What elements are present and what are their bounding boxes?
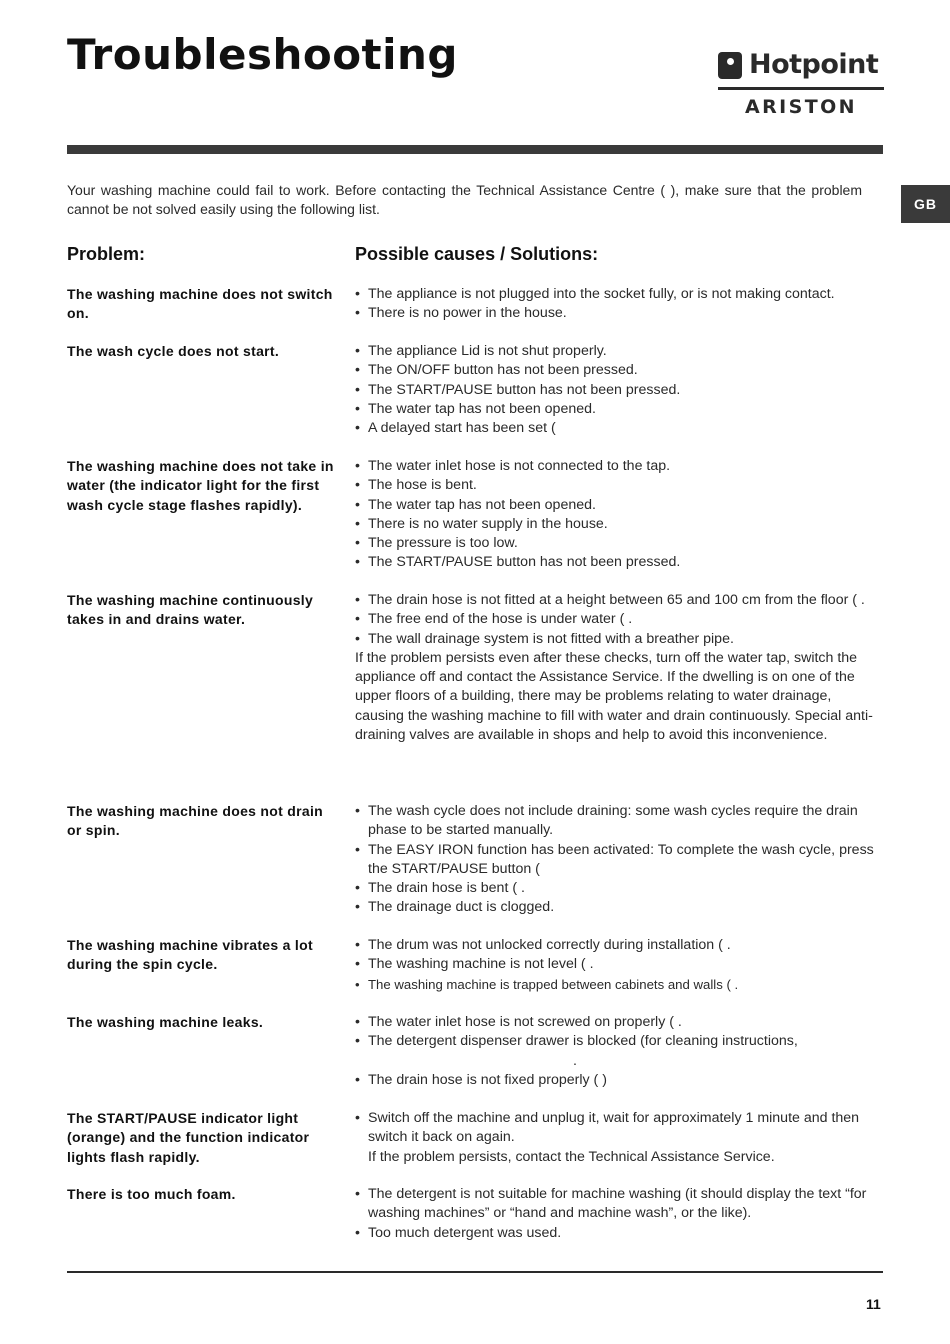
intro-text: Your washing machine could fail to work. Before contacting the Technical Assistance Centre ( ), make sure that the problem cannot be not solved easily using the following list. [67, 182, 862, 218]
solutions-list [355, 1109, 883, 1167]
problem-text: The wash cycle does not start. [67, 343, 280, 359]
solution-item: • The START/PAUSE button has not been pressed. [355, 553, 883, 572]
solution-item: • The EASY IRON function has been activated: To complete the wash cycle, press the START/PAUSE button ( [355, 841, 883, 880]
problem-text: There is too much foam. [67, 1186, 236, 1202]
solutions-list [355, 1185, 883, 1243]
solution-item: • The drainage duct is clogged. [355, 898, 883, 917]
problem-text: The washing machine does not drain or spin. [67, 803, 324, 839]
solution-item: • The START/PAUSE button has not been pressed. [355, 381, 883, 400]
solution-item: • The water inlet hose is not screwed on properly ( . [355, 1013, 883, 1032]
solutions-list [355, 1013, 883, 1090]
solution-item: • The water inlet hose is not connected to the tap. [355, 457, 883, 476]
solutions-list [355, 457, 883, 573]
solution-item: • The drum was not unlocked correctly during installation ( . [355, 936, 883, 955]
solution-item: • There is no water supply in the house. [355, 515, 883, 534]
solution-item: • The hose is bent. [355, 476, 883, 495]
solution-item: • The water tap has not been opened. [355, 496, 883, 515]
solution-continuation: . [368, 1052, 577, 1069]
solutions-list [355, 802, 883, 918]
solutions-list [355, 591, 883, 745]
brand-subname: ARISTON [745, 96, 857, 118]
solution-note: If the problem persists even after these checks, turn off the water tap, switch the appliance off and contact the Assistance Service. If the dwelling is on one of the upper floors of a building, there may be problems relating to water drainage, causing the washing machine to fill with water and drain continuously. Special anti-draining valves are available in shops and help to avoid this inconvenience. [355, 649, 873, 744]
solution-item: • The detergent is not suitable for machine washing (it should display the text “for washing machines” or “hand and machine wash”, or the like). [355, 1185, 883, 1224]
solution-item: • The pressure is too low. [355, 534, 883, 553]
solution-note: If the problem persists, contact the Technical Assistance Service. [368, 1148, 775, 1165]
solution-item: • The wall drainage system is not fitted with a breather pipe. [355, 630, 883, 649]
solution-item: • The drain hose is not fixed properly ( ) [355, 1071, 883, 1090]
solution-item: • The washing machine is trapped between cabinets and walls ( . [355, 975, 883, 994]
solution-item: • The drain hose is bent ( . [355, 879, 883, 898]
page-number: 11 [866, 1296, 881, 1312]
solution-item: • The drain hose is not fitted at a height between 65 and 100 cm from the floor ( . [355, 591, 883, 610]
header-rule [67, 145, 883, 154]
causes-column-heading: Possible causes / Solutions: [355, 244, 599, 264]
solution-item: • The water tap has not been opened. [355, 400, 883, 419]
problem-text: The START/PAUSE indicator light (orange) and the function indicator lights flash rapidly. [67, 1110, 310, 1165]
problem-text: The washing machine continuously takes in and drains water. [67, 592, 314, 628]
solution-item: • A delayed start has been set ( [355, 419, 883, 438]
problem-text: The washing machine leaks. [67, 1014, 264, 1030]
solution-item: • The appliance Lid is not shut properly. [355, 342, 883, 361]
solution-item: • The washing machine is not level ( . [355, 955, 883, 974]
solution-item: • Switch off the machine and unplug it, wait for approximately 1 minute and then switch it back on again. [355, 1109, 883, 1148]
language-tab: GB [901, 185, 950, 223]
problem-text: The washing machine does not switch on. [67, 286, 333, 322]
solution-item: • The wash cycle does not include draining: some wash cycles require the drain phase to be started manually. [355, 802, 883, 841]
hotpoint-logo-icon [718, 52, 742, 79]
brand-logo [718, 50, 884, 118]
problem-column-heading: Problem: [67, 244, 146, 264]
logo-divider [718, 87, 884, 90]
solutions-list [355, 342, 883, 438]
problem-text: The washing machine does not take in water (the indicator light for the first wash cycle stage flashes rapidly). [67, 458, 334, 513]
solution-item: • The free end of the hose is under water ( . [355, 610, 883, 629]
problem-text: The washing machine vibrates a lot during the spin cycle. [67, 937, 313, 973]
solutions-list [355, 285, 883, 324]
solution-item: • There is no power in the house. [355, 304, 883, 323]
solution-item: • The ON/OFF button has not been pressed. [355, 361, 883, 380]
solution-item: • Too much detergent was used. [355, 1224, 883, 1243]
solution-item: • The appliance is not plugged into the socket fully, or is not making contact. [355, 285, 883, 304]
solutions-list [355, 936, 883, 994]
footer-rule [67, 1271, 883, 1273]
page-title: Troubleshooting [67, 30, 458, 79]
solution-item: • The detergent dispenser drawer is blocked (for cleaning instructions, [355, 1032, 883, 1051]
brand-name: Hotpoint [749, 49, 879, 80]
